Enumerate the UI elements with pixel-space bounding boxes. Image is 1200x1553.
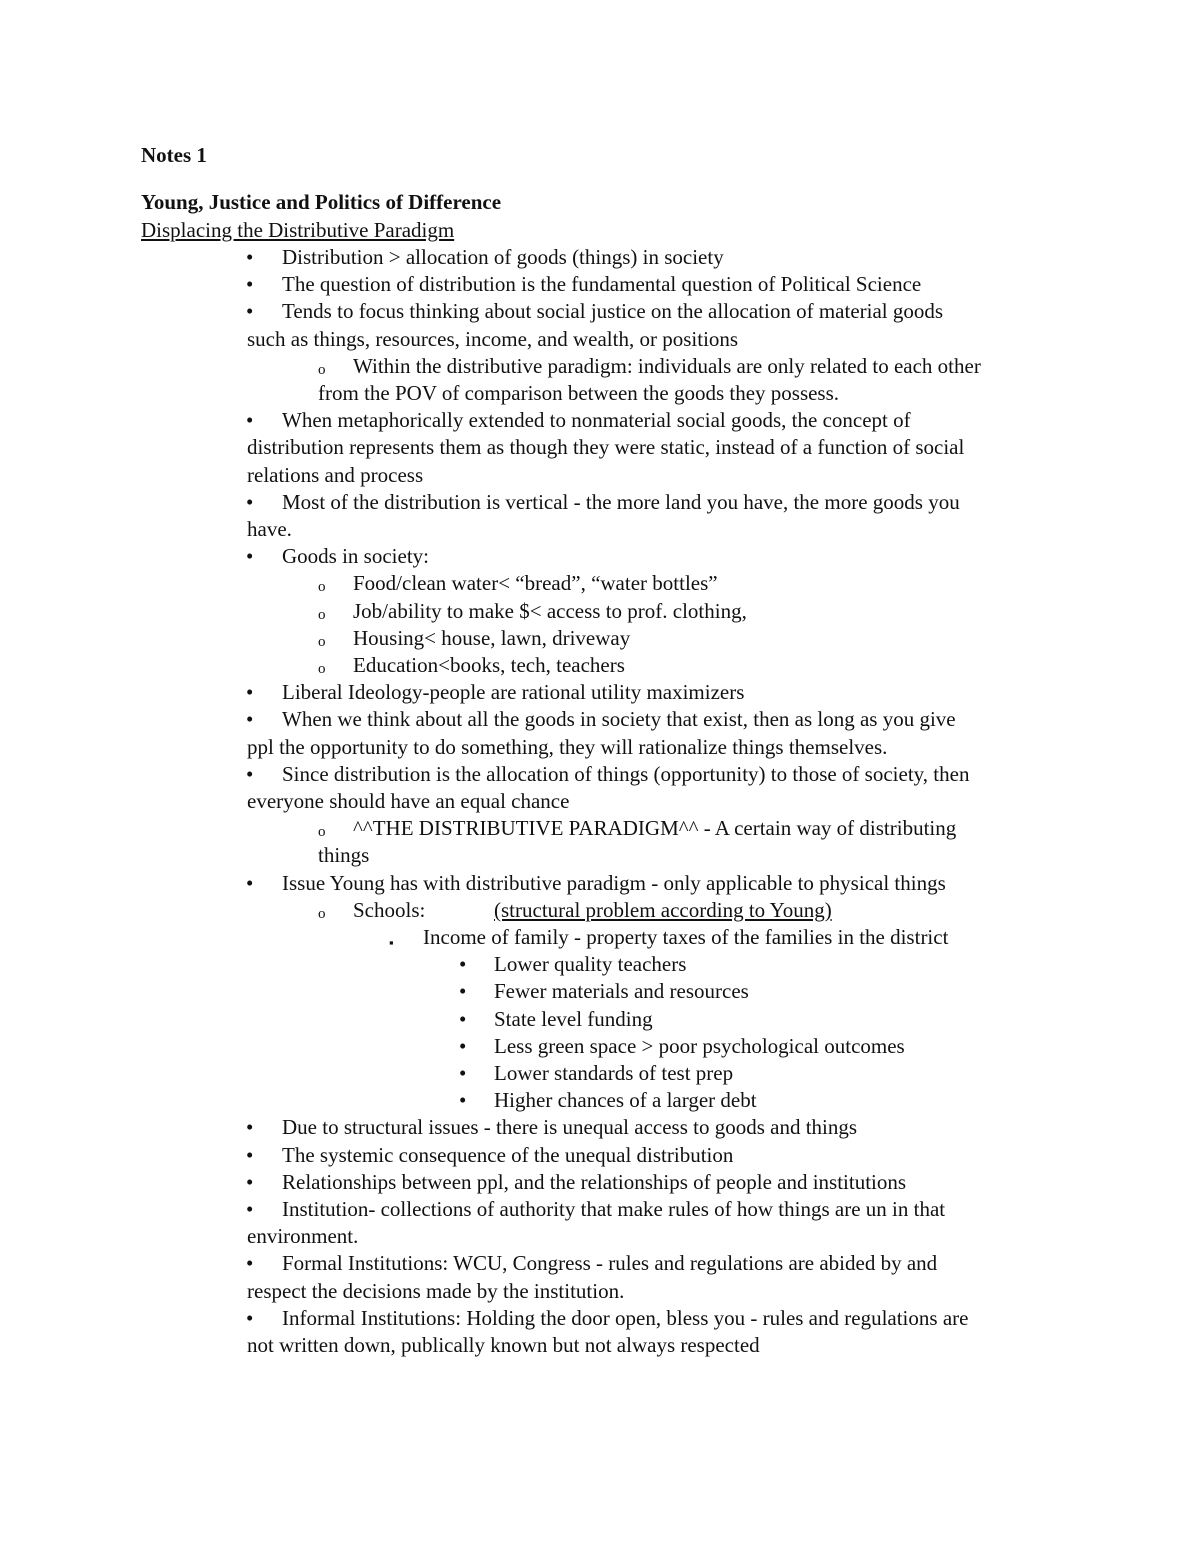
list-item: Schools: xyxy=(353,897,426,922)
bullet-marker: o xyxy=(318,633,326,650)
list-item: things xyxy=(318,843,370,868)
bullet-marker: ▪ xyxy=(389,935,394,950)
list-item: Housing< house, lawn, driveway xyxy=(353,625,631,650)
bullet-marker: • xyxy=(246,245,254,269)
list-item: Due to structural issues - there is unequal access to goods and things xyxy=(282,1115,858,1140)
list-item: Within the distributive paradigm: individuals are only related to each other xyxy=(353,353,981,378)
list-item: When metaphorically extended to nonmaterial social goods, the concept of xyxy=(282,408,911,433)
list-item: When we think about all the goods in society that exist, then as long as you give xyxy=(282,707,956,732)
bullet-marker: o xyxy=(318,361,326,378)
bullet-marker: o xyxy=(318,606,326,623)
list-item: Lower standards of test prep xyxy=(494,1061,734,1085)
bullet-marker: • xyxy=(459,1006,467,1031)
list-item: everyone should have an equal chance xyxy=(247,789,570,813)
list-item: Most of the distribution is vertical - the more land you have, the more goods you xyxy=(282,489,960,514)
page-title: Notes 1 xyxy=(141,143,207,167)
bullet-marker: • xyxy=(246,489,254,514)
list-item: Issue Young has with distributive paradigm - only applicable to physical things xyxy=(282,870,946,895)
bullet-marker: o xyxy=(318,579,326,596)
bullet-marker: o xyxy=(318,824,326,841)
bullet-marker: • xyxy=(459,952,467,977)
bullet-marker: o xyxy=(318,661,326,677)
bullet-marker: • xyxy=(246,1169,254,1194)
list-item: Job/ability to make $< access to prof. clothing, xyxy=(353,598,747,623)
list-item: such as things, resources, income, and wealth, or positions xyxy=(247,326,739,351)
list-item: not written down, publically known but not always respected xyxy=(247,1333,760,1357)
list-item: respect the decisions made by the institution. xyxy=(247,1278,625,1303)
list-item: environment. xyxy=(247,1224,359,1249)
bullet-marker: • xyxy=(246,870,254,895)
list-item: Lower quality teachers xyxy=(494,952,687,977)
bullet-marker: • xyxy=(246,1197,254,1221)
bullet-marker: • xyxy=(246,272,254,297)
list-item: Relationships between ppl, and the relationships of people and institutions xyxy=(282,1169,907,1194)
list-item: Since distribution is the allocation of things (opportunity) to those of society, then xyxy=(282,761,970,786)
bullet-marker: • xyxy=(246,408,254,433)
bullet-marker: • xyxy=(246,1142,254,1167)
bullet-marker: • xyxy=(459,979,467,1004)
bullet-marker: o xyxy=(318,905,326,922)
list-item: Distribution > allocation of goods (things) in society xyxy=(282,245,724,269)
bullet-marker: • xyxy=(246,544,254,569)
list-item: Less green space > poor psychological outcomes xyxy=(494,1033,905,1058)
bullet-marker: • xyxy=(246,1305,254,1330)
list-item: from the POV of comparison between the goods they possess. xyxy=(318,381,840,405)
list-item: Tends to focus thinking about social justice on the allocation of material goods xyxy=(282,299,944,324)
bullet-marker: • xyxy=(459,1061,467,1085)
list-item: Goods in society: xyxy=(282,544,429,569)
bullet-marker: • xyxy=(246,1115,254,1140)
list-item-note: (structural problem according to Young) xyxy=(494,897,832,922)
list-item: The systemic consequence of the unequal distribution xyxy=(282,1142,734,1167)
bullet-marker: • xyxy=(246,680,254,705)
list-item: Income of family - property taxes of the families in the district xyxy=(423,925,949,949)
list-item: Institution- collections of authority that make rules of how things are un in that xyxy=(282,1197,946,1221)
list-item: ppl the opportunity to do something, they will rationalize things themselves. xyxy=(247,734,888,759)
section-subheading: Displacing the Distributive Paradigm xyxy=(141,218,455,242)
list-item: have. xyxy=(247,517,292,541)
bullet-marker: • xyxy=(246,707,254,732)
bullet-marker: • xyxy=(246,761,254,786)
list-item: relations and process xyxy=(247,462,424,487)
bullet-marker: • xyxy=(459,1088,467,1113)
list-item: State level funding xyxy=(494,1006,653,1031)
list-item: Fewer materials and resources xyxy=(494,979,749,1004)
list-item: Education<books, tech, teachers xyxy=(353,653,625,677)
list-item: Food/clean water< “bread”, “water bottles” xyxy=(353,571,718,596)
bullet-marker: • xyxy=(246,1251,254,1276)
list-item: Liberal Ideology-people are rational utility maximizers xyxy=(282,680,745,705)
list-item: distribution represents them as though they were static, instead of a function of social xyxy=(247,435,965,460)
list-item: Informal Institutions: Holding the door open, bless you - rules and regulations are xyxy=(282,1305,969,1330)
list-item: Higher chances of a larger debt xyxy=(494,1088,757,1113)
list-item: ^^THE DISTRIBUTIVE PARADIGM^^ - A certain way of distributing xyxy=(353,816,957,841)
list-item: Formal Institutions: WCU, Congress - rules and regulations are abided by and xyxy=(282,1251,938,1276)
bullet-marker: • xyxy=(246,299,254,324)
list-item: The question of distribution is the fundamental question of Political Science xyxy=(282,272,922,297)
bullet-marker: • xyxy=(459,1033,467,1058)
section-heading: Young, Justice and Politics of Difference xyxy=(141,190,502,214)
